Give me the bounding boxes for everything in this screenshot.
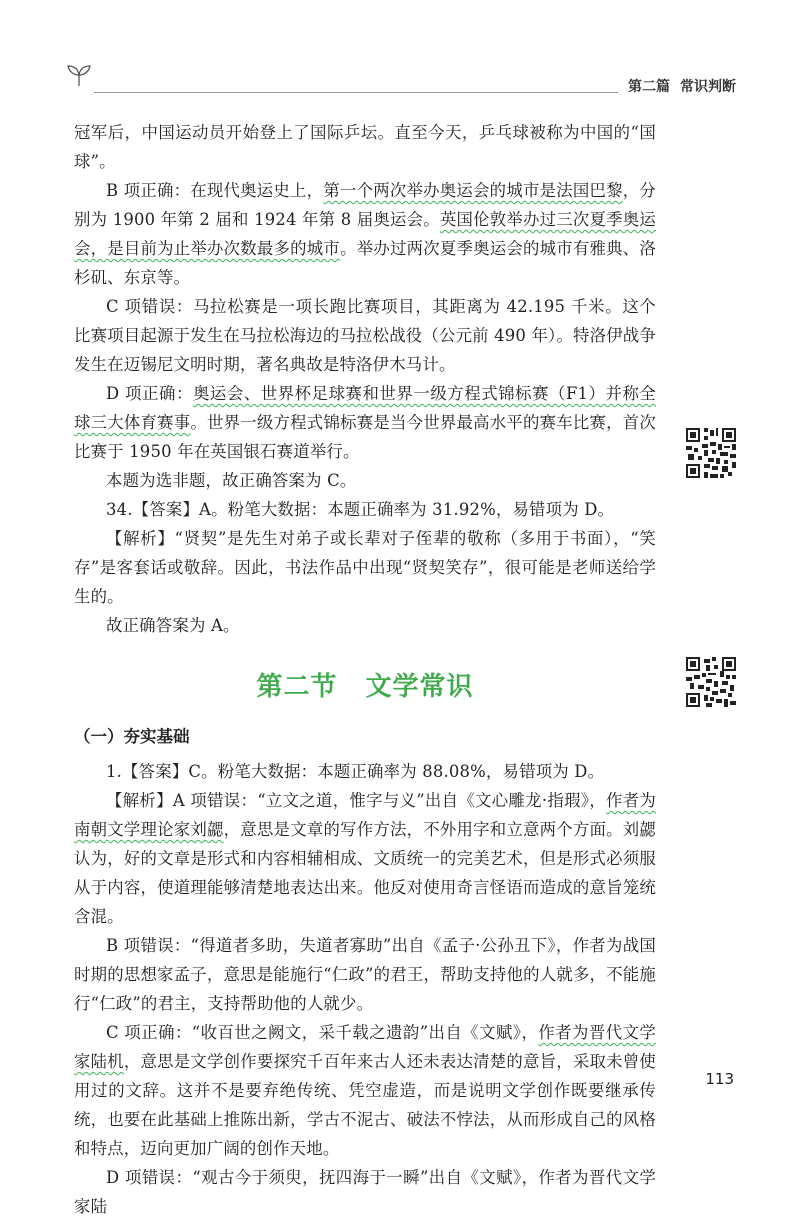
text: ，意思是文章的写作方法，不外用字和立意两个方面。刘勰认为，好的文章是形式和内容相辅相成、文质统一的完美艺术，但是形式必须服从于内容，使道理能够清楚地表达出来。他反对使用奇言怪语而造成的意旨笼统含混。 xyxy=(74,820,656,926)
text: D 项正确： xyxy=(106,384,193,403)
paragraph-option-b xyxy=(74,176,656,292)
section-title xyxy=(74,666,656,703)
highlight: 奥运会、世界杯足球赛和世界一级方程式锦标赛（F1）并称全球三大体育赛事 xyxy=(74,384,656,432)
explanation-1-d: D 项错误：“观古今于须臾，抚四海于一瞬”出自《文赋》，作者为晋代文学家陆 xyxy=(74,1168,656,1216)
paragraph-option-d xyxy=(74,379,656,466)
answer-1: 1.【答案】C。粉笔大数据：本题正确率为 88.08%，易错项为 D。 xyxy=(106,762,605,781)
section-number: 第二节 xyxy=(256,672,338,702)
text: ，分别为 1900 年第 2 届和 1924 年第 8 届奥运会。 xyxy=(74,181,656,229)
section-name: 文学常识 xyxy=(365,672,474,702)
page-header xyxy=(64,58,736,98)
page-number: 113 xyxy=(705,1070,734,1088)
text: 。世界一级方程式锦标赛是当今世界最高水平的赛车比赛，首次比赛于 1950 年在英国银石赛道举行。 xyxy=(74,413,656,461)
text: 。举办过两次夏季奥运会的城市有雅典、洛杉矶、东京等。 xyxy=(74,239,656,287)
qr-code-icon[interactable] xyxy=(686,428,736,478)
paragraph-option-c: C 项错误：马拉松赛是一项长跑比赛项目，其距离为 42.195 千米。这个比赛项目起源于发生在马拉松海边的马拉松战役（公元前 490 年）。特洛伊战争发生在迈锡尼文明时期，著名典故是特洛伊木马计。 xyxy=(74,297,656,374)
subsection-title: （一）夯实基础 xyxy=(74,727,190,746)
sprout-icon xyxy=(64,58,94,88)
paragraph: 冠军后，中国运动员开始登上了国际乒坛。直至今天，乒乓球被称为中国的“国球”。 xyxy=(74,123,656,171)
text: B 项正确：在现代奥运史上， xyxy=(106,181,324,200)
explanation-1-c xyxy=(74,1018,656,1163)
page-body xyxy=(74,118,656,1221)
highlight: 英国伦敦举办过三次夏季奥运会，是目前为止举办次数最多的城市 xyxy=(74,210,656,258)
explanation-34: 【解析】“贤契”是先生对弟子或长辈对子侄辈的敬称（多用于书面），“笑存”是客套话或敬辞。因此，书法作品中出现“贤契笑存”，很可能是老师送给学生的。 xyxy=(74,529,656,606)
qr-code-icon[interactable] xyxy=(686,657,736,707)
text: ，意思是文学创作要探究千百年来古人还未表达清楚的意旨，采取未曾使用过的文辞。这并不是要弃绝传统、凭空虚造，而是说明文学创作既要继承传统，也要在此基础上推陈出新，学古不泥古、破法不悖法，从而形成自己的风格和特点，迈向更加广阔的创作天地。 xyxy=(74,1052,656,1158)
header-part: 第二篇 xyxy=(628,79,670,95)
header-chapter: 常识判断 xyxy=(680,79,736,95)
text: C 项正确：“收百世之阙文，采千载之遗韵”出自《文赋》， xyxy=(106,1023,539,1042)
highlight: 作者为晋代文学家陆机 xyxy=(74,1023,656,1071)
answer-34-final: 故正确答案为 A。 xyxy=(106,616,240,635)
header-title xyxy=(618,76,736,96)
highlight: 作者为南朝文学理论家刘勰 xyxy=(74,791,656,839)
text: 【解析】A 项错误：“立文之道，惟字与义”出自《文心雕龙·指瑕》， xyxy=(106,791,606,810)
paragraph-conclusion: 本题为选非题，故正确答案为 C。 xyxy=(106,471,357,490)
answer-34: 34.【答案】A。粉笔大数据：本题正确率为 31.92%，易错项为 D。 xyxy=(106,500,615,519)
explanation-1-a xyxy=(74,786,656,931)
explanation-1-b: B 项错误：“得道者多助，失道者寡助”出自《孟子·公孙丑下》，作者为战国时期的思想家孟子，意思是能施行“仁政”的君王，帮助支持他的人就多，不能施行“仁政”的君主，支持帮助他的人就少。 xyxy=(74,936,656,1013)
highlight: 第一个两次举办奥运会的城市是法国巴黎 xyxy=(323,181,623,200)
